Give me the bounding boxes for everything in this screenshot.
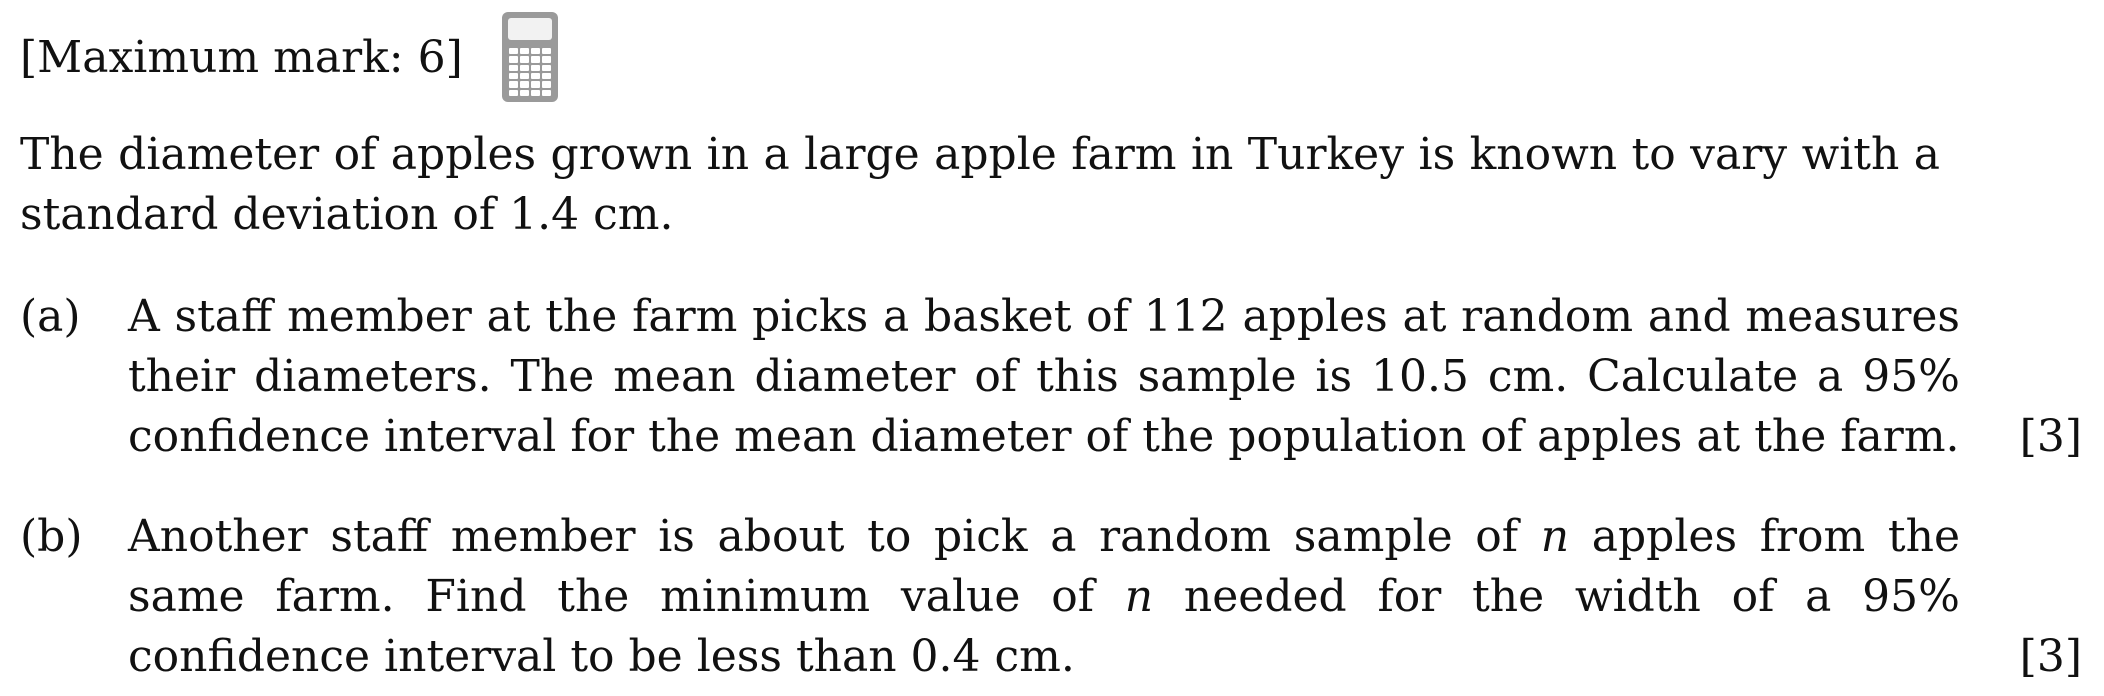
part-a-label: (a) [20,291,81,342]
maximum-mark: [Maximum mark: 6] [20,32,463,83]
part-b-text-middle: apples from the same farm. Find the minimum value of [128,511,1960,622]
part-a-marks: [3] [2019,411,2082,462]
part-b-text-start: Another staff member is about to pick a random sample of [128,511,1541,562]
part-b-text [128,507,1960,687]
calculator-keys [509,48,551,96]
question-intro: The diameter of apples grown in a large apple farm in Turkey is known to vary with a standard deviation of 1.4 cm. [20,129,1940,240]
part-b-text-end: needed for the width of a 95% confidence interval to be less than 0.4 cm. [128,571,1960,682]
part-b-label: (b) [20,511,83,562]
calculator-icon [502,12,558,102]
part-b-marks: [3] [2019,631,2082,682]
sample-size-variable-repeat: n [1124,571,1154,622]
calculator-screen [508,18,552,40]
part-a-text: A staff member at the farm picks a basket of 112 apples at random and measures their diameters. The mean diameter of this sample is 10.5 cm. Calculate a 95% confidence interval for the mean diameter of the population of apples at the farm. [128,291,1960,462]
sample-size-variable: n [1540,511,1570,562]
